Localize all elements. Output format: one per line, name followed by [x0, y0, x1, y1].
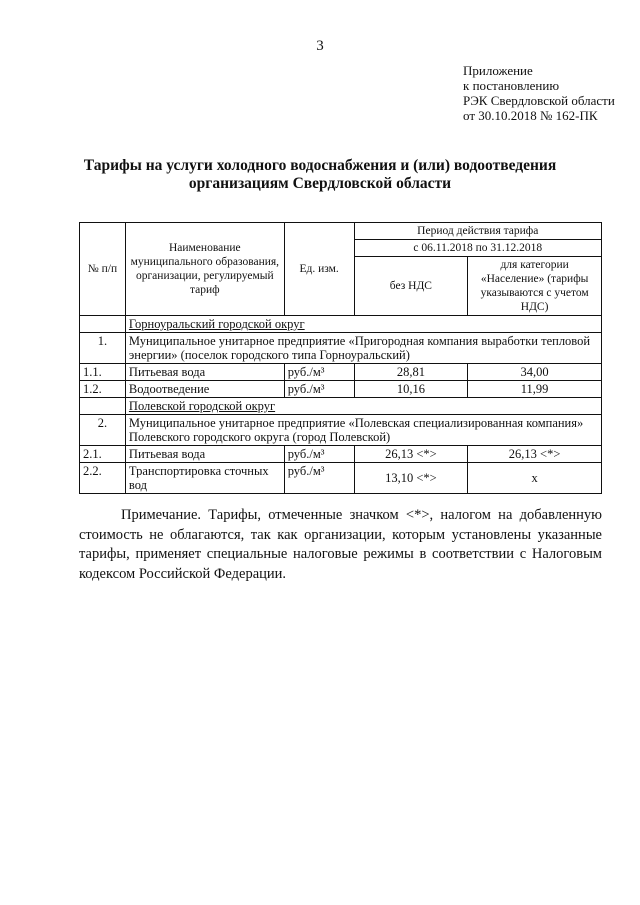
annex-line: к постановлению	[463, 78, 560, 93]
header-no-vat: без НДС	[354, 257, 468, 316]
row-no-vat: 10,16	[354, 381, 468, 398]
district-row	[80, 398, 602, 415]
header-dates: с 06.11.2018 по 31.12.2018	[354, 240, 601, 257]
org-number: 2.	[80, 415, 126, 446]
table-row	[80, 446, 602, 463]
org-number: 1.	[80, 333, 126, 364]
organization-row	[80, 415, 602, 446]
row-name: Питьевая вода	[125, 446, 284, 463]
row-population: х	[468, 463, 602, 494]
row-population: 26,13 <*>	[468, 446, 602, 463]
district-name: Горноуральский городской округ	[125, 316, 601, 333]
table-row	[80, 364, 602, 381]
table-row	[80, 381, 602, 398]
row-population: 34,00	[468, 364, 602, 381]
annex-line: Приложение	[463, 63, 533, 78]
title-line: организациям Свердловской области	[188, 175, 452, 192]
header-period: Период действия тарифа	[354, 223, 601, 240]
document-title	[0, 157, 640, 193]
district-name: Полевской городской округ	[125, 398, 601, 415]
header-population: для категории «Население» (тарифы указываются с учетом НДС)	[468, 257, 602, 316]
row-unit: руб./м³	[284, 364, 354, 381]
header-num: № п/п	[80, 223, 126, 316]
org-name: Муниципальное унитарное предприятие «Пригородная компания выработки тепловой энергии» (поселок городского типа Горноуральский)	[125, 333, 601, 364]
row-name: Водоотведение	[125, 381, 284, 398]
row-number: 2.2.	[80, 463, 126, 494]
org-name: Муниципальное унитарное предприятие «Полевская специализированная компания» Полевского городского округа (город Полевской)	[125, 415, 601, 446]
row-no-vat: 28,81	[354, 364, 468, 381]
tariff-table	[79, 222, 602, 494]
table-row	[80, 463, 602, 494]
row-name: Транспортировка сточных вод	[125, 463, 284, 494]
row-no-vat: 13,10 <*>	[354, 463, 468, 494]
note-paragraph: Примечание. Тарифы, отмеченные значком <*>, налогом на добавленную стоимость не облагаются, так как организации, которым установлены указанные тарифы, применяет специальные налоговые режимы в соответствии с Налоговым кодексом Российской Федерации.	[79, 507, 602, 582]
row-no-vat: 26,13 <*>	[354, 446, 468, 463]
annex-block	[463, 63, 615, 123]
row-unit: руб./м³	[284, 446, 354, 463]
organization-row	[80, 333, 602, 364]
header-name: Наименование муниципального образования, организации, регулируемый тариф	[125, 223, 284, 316]
page-number: 3	[316, 38, 324, 54]
table-header-row	[80, 223, 602, 240]
district-row	[80, 316, 602, 333]
title-line: Тарифы на услуги холодного водоснабжения и (или) водоотведения	[83, 157, 557, 174]
row-population: 11,99	[468, 381, 602, 398]
row-unit: руб./м³	[284, 463, 354, 494]
row-number: 2.1.	[80, 446, 126, 463]
annex-line: от 30.10.2018 № 162-ПК	[463, 108, 598, 123]
row-unit: руб./м³	[284, 381, 354, 398]
row-name: Питьевая вода	[125, 364, 284, 381]
row-number: 1.1.	[80, 364, 126, 381]
annex-line: РЭК Свердловской области	[463, 93, 615, 108]
header-unit: Ед. изм.	[284, 223, 354, 316]
row-number: 1.2.	[80, 381, 126, 398]
